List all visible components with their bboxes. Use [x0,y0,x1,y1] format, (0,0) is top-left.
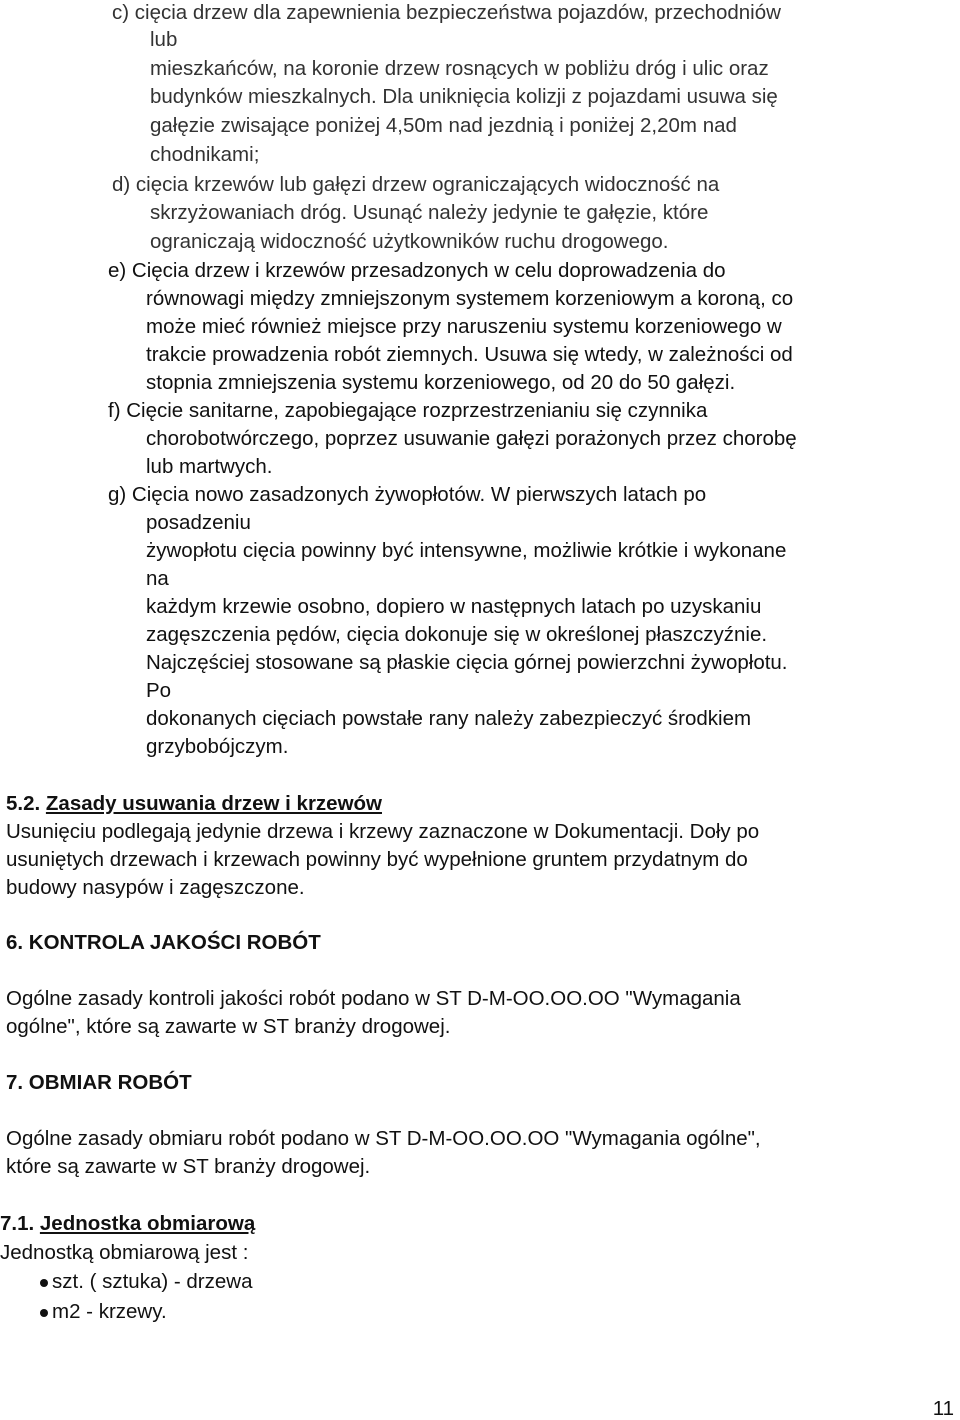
section-7-heading: 7. OBMIAR ROBÓT [6,1071,192,1094]
item-f-line-2: chorobotwórczego, poprzez usuwanie gałęzi porażonych przez chorobę [146,427,797,450]
section-5-2-line-2: usuniętych drzewach i krzewach powinny być wypełnione gruntem przydatnym do [6,848,748,871]
item-c-line-6: chodnikami; [150,143,260,166]
item-c-line-5: gałęzie zwisające poniżej 4,50m nad jezdnią i poniżej 2,20m nad [150,114,737,137]
item-e-line-4: trakcie prowadzenia robót ziemnych. Usuwa się wtedy, w zależności od [146,343,793,366]
section-7-line-1: Ogólne zasady obmiaru robót podano w ST D-M-OO.OO.OO "Wymagania ogólne", [6,1127,761,1150]
item-d-line-2: skrzyżowaniach dróg. Usunąć należy jedynie te gałęzie, które [150,201,709,224]
section-5-2-heading [6,794,382,815]
item-g-line-8: Po [146,679,172,702]
page-number: 11 [932,1397,954,1420]
bullet-item-1: szt. ( sztuka) - drzewa [52,1270,253,1293]
item-c-line-2: lub [150,28,178,51]
section-7-1-number: 7.1. [0,1212,35,1235]
section-7-1-intro: Jednostką obmiarową jest : [0,1241,249,1264]
item-f-line-1: f) Cięcie sanitarne, zapobiegające rozprzestrzenianiu się czynnika [108,399,708,422]
item-c-line-3: mieszkańców, na koronie drzew rosnących w pobliżu dróg i ulic oraz [150,57,769,80]
item-c-line-4: budynków mieszkalnych. Dla uniknięcia kolizji z pojazdami usuwa się [150,85,778,108]
item-g-line-6: zagęszczenia pędów, cięcia dokonuje się w określonej płaszczyźnie. [146,623,768,646]
item-g-line-2: posadzeniu [146,511,251,534]
section-7-1-title: Jednostka obmiarową [39,1212,256,1235]
section-6-line-2: ogólne", które są zawarte w ST branży drogowej. [6,1015,451,1038]
section-5-2-line-1: Usunięciu podlegają jedynie drzewa i krzewy zaznaczone w Dokumentacji. Doły po [6,820,760,843]
bullet-icon [40,1279,48,1287]
item-g-line-1: g) Cięcia nowo zasadzonych żywopłotów. W pierwszych latach po [108,483,707,506]
item-g-line-10: grzybobójczym. [146,735,289,758]
section-5-2-title: Zasady usuwania drzew i krzewów [45,792,382,815]
item-c-line-1: c) cięcia drzew dla zapewnienia bezpieczeństwa pojazdów, przechodniów [112,1,781,24]
section-7-line-2: które są zawarte w ST branży drogowej. [6,1155,371,1178]
item-d-line-3: ograniczają widoczność użytkowników ruchu drogowego. [150,230,669,253]
item-g-line-4: na [146,567,169,590]
section-7-1-heading [0,1214,255,1235]
section-6-heading: 6. KONTROLA JAKOŚCI ROBÓT [6,931,321,954]
item-d-line-1: d) cięcia krzewów lub gałęzi drzew ograniczających widoczność na [112,173,720,196]
item-e-line-5: stopnia zmniejszenia systemu korzeniowego, od 20 do 50 gałęzi. [146,371,736,394]
item-e-line-1: e) Cięcia drzew i krzewów przesadzonych w celu doprowadzenia do [108,259,726,282]
section-6-line-1: Ogólne zasady kontroli jakości robót podano w ST D-M-OO.OO.OO "Wymagania [6,987,741,1010]
bullet-icon [40,1309,48,1317]
item-g-line-7: Najczęściej stosowane są płaskie cięcia górnej powierzchni żywopłotu. [146,651,788,674]
item-g-line-3: żywopłotu cięcia powinny być intensywne, możliwie krótkie i wykonane [146,539,787,562]
item-e-line-3: może mieć również miejsce przy naruszeniu systemu korzeniowego w [146,315,782,338]
item-g-line-5: każdym krzewie osobno, dopiero w następnych latach po uzyskaniu [146,595,762,618]
section-5-2-number: 5.2. [6,792,41,815]
item-g-line-9: dokonanych cięciach powstałe rany należy zabezpieczyć środkiem [146,707,752,730]
item-e-line-2: równowagi między zmniejszonym systemem korzeniowym a koroną, co [146,287,794,310]
item-f-line-3: lub martwych. [146,455,273,478]
bullet-item-2: m2 - krzewy. [52,1300,167,1323]
section-5-2-line-3: budowy nasypów i zagęszczone. [6,876,305,899]
